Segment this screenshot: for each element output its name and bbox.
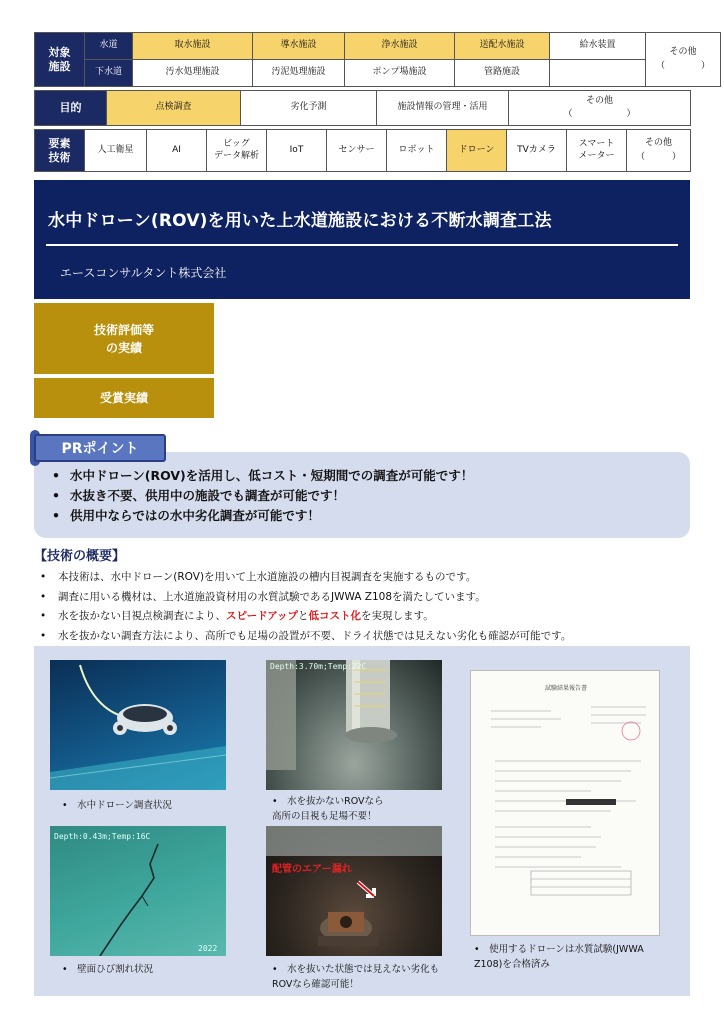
pr-panel (34, 452, 690, 538)
target-cell: 汚泥処理施設 (253, 60, 345, 87)
evaluation-record-box: 技術評価等 の実績 (34, 303, 214, 374)
target-other (646, 33, 721, 87)
depth-overlay-rov: Depth:3.70m;Temp:22C (270, 662, 367, 671)
tech-cell: ロボット (387, 130, 447, 172)
document-lines (471, 671, 660, 936)
overview-item-text: 調査に用いる機材は、上水道施設資材用の水質試験であるJWWA Z108を満たしています。 (58, 590, 486, 603)
pr-point-text: 水抜き不要、供用中の施設でも調査が可能です！ (70, 488, 346, 503)
overview-connector: と (298, 610, 309, 622)
target-cell: 取水施設 (133, 33, 253, 60)
target-cell: ポンプ場施設 (345, 60, 455, 87)
tech-other-label: その他 (644, 138, 672, 149)
target-header: 対象 施設 (35, 33, 85, 87)
pr-point-text: 供用中ならではの水中劣化調査が可能です！ (70, 508, 320, 523)
sewage-label: 下水道 (85, 60, 133, 87)
target-other-paren: （ ） (655, 60, 710, 71)
overview-item: • 水を抜かない調査方法により、高所でも足場の設置が不要、ドライ状態では見えない劣化も確認が可能です。 (40, 629, 572, 642)
purpose-cell: 点検調査 (107, 91, 241, 126)
target-facilities-table (34, 32, 721, 87)
test-report-photo (470, 670, 660, 936)
pillar-illustration (266, 660, 442, 790)
pipe-illustration (266, 826, 442, 956)
target-cell: 浄水施設 (345, 33, 455, 60)
pr-point-text: 水中ドローン(ROV)を活用し、低コスト・短期間での調査が可能です！ (70, 468, 474, 483)
company-name: エースコンサルタント株式会社 (60, 266, 227, 280)
depth-overlay-crack: Depth:0.43m;Temp:16C (54, 832, 151, 841)
purpose-other-paren: （ ） (563, 109, 636, 119)
target-other-label: その他 (669, 47, 697, 58)
tech-cell: TVカメラ (507, 130, 567, 172)
tech-other (627, 130, 691, 172)
highlight-speed: スピードアップ (226, 610, 299, 622)
overview-item: • 水を抜かない目視点検調査により、スピードアップと低コスト化を実現します。 (40, 610, 434, 622)
purpose-cell: 施設情報の管理・活用 (377, 91, 509, 126)
caption-wall-crack: • 壁面ひび割れ状況 (62, 964, 154, 975)
pr-point: • 水抜き不要、供用中の施設でも調査が可能です！ (52, 488, 346, 503)
target-cell: 汚水処理施設 (133, 60, 253, 87)
overview-item-text: 水を抜かない調査方法により、高所でも足場の設置が不要、ドライ状態では見えない劣化も確認が可能です。 (58, 629, 572, 642)
caption-test-report: • 使用するドローンは水質試験(JWWA Z108)を合格済み (474, 944, 644, 970)
caption-pipe-leak-text: 水を抜いた状態では見えない劣化も ROVなら確認可能！ (272, 964, 440, 990)
rov-pillar-photo (266, 660, 442, 790)
pr-list (52, 466, 473, 526)
wall-crack-photo (50, 826, 226, 956)
tech-cell: スマート メーター (567, 130, 627, 172)
purpose-header: 目的 (35, 91, 107, 126)
tech-other-paren: （ ） (635, 151, 681, 162)
drone-survey-photo (50, 660, 226, 790)
caption-drone-survey: • 水中ドローン調査状況 (62, 800, 172, 811)
target-cell: 管路施設 (455, 60, 550, 87)
drone-illustration (50, 660, 226, 790)
caption-test-report-text: 使用するドローンは水質試験(JWWA Z108)を合格済み (474, 944, 644, 970)
overview-item-text: 水を抜かない目視点検調査により、 (58, 610, 226, 622)
overview-title: 【技術の概要】 (34, 549, 126, 564)
tech-cell: IoT (267, 130, 327, 172)
overview-item: • 調査に用いる機材は、上水道施設資材用の水質試験であるJWWA Z108を満たしています。 (40, 590, 486, 603)
target-cell: 導水施設 (253, 33, 345, 60)
purpose-other (509, 91, 691, 126)
pr-point: • 供用中ならではの水中劣化調査が可能です！ (52, 508, 320, 523)
pr-point: • 水中ドローン(ROV)を活用し、低コスト・短期間での調査が可能です！ (52, 468, 474, 483)
overview-item: • 本技術は、水中ドローン(ROV)を用いて上水道施設の槽内目視調査を実施するものです。 (40, 571, 477, 583)
target-cell (550, 60, 646, 87)
air-leak-label: 配管のエアー漏れ (272, 864, 352, 875)
overview-list (40, 568, 571, 646)
page-title: 水中ドローン(ROV)を用いた上水道施設における不断水調査工法 (48, 211, 552, 231)
caption-rov-pillar-text: 水を抜かないROVなら 高所の目視も足場不要！ (272, 796, 384, 822)
title-block (34, 180, 690, 299)
caption-rov-pillar: • 水を抜かないROVなら 高所の目視も足場不要！ (272, 796, 384, 822)
purpose-cell: 劣化予測 (241, 91, 377, 126)
water-supply-label: 水道 (85, 33, 133, 60)
purpose-other-label: その他 (585, 95, 613, 106)
pr-ribbon: PRポイント (34, 434, 166, 462)
overview-item-text: 本技術は、水中ドローン(ROV)を用いて上水道施設の槽内目視調査を実施するものです。 (58, 571, 477, 583)
photo-panel (34, 646, 690, 996)
overview-item-end: を実現します。 (361, 610, 434, 622)
highlight-cost: 低コスト化 (308, 610, 362, 622)
year-overlay-crack: 2022 (198, 944, 218, 953)
tech-header: 要素 技術 (35, 130, 85, 172)
title-divider (46, 244, 678, 246)
award-record-box: 受賞実績 (34, 378, 214, 418)
caption-wall-crack-text: 壁面ひび割れ状況 (77, 964, 154, 975)
tech-cell: ドローン (447, 130, 507, 172)
pipe-leak-photo (266, 826, 442, 956)
caption-pipe-leak: • 水を抜いた状態では見えない劣化も ROVなら確認可能！ (272, 964, 440, 990)
tech-cell: センサー (327, 130, 387, 172)
tech-cell: AI (147, 130, 207, 172)
tech-cell: ビッグ データ解析 (207, 130, 267, 172)
target-cell: 送配水施設 (455, 33, 550, 60)
tech-table (34, 129, 691, 172)
tech-cell: 人工衛星 (85, 130, 147, 172)
caption-drone-survey-text: 水中ドローン調査状況 (77, 800, 172, 811)
crack-illustration (50, 826, 226, 956)
target-cell: 給水装置 (550, 33, 646, 60)
purpose-table (34, 90, 691, 126)
doc-title: 試験結果報告書 (544, 685, 587, 692)
